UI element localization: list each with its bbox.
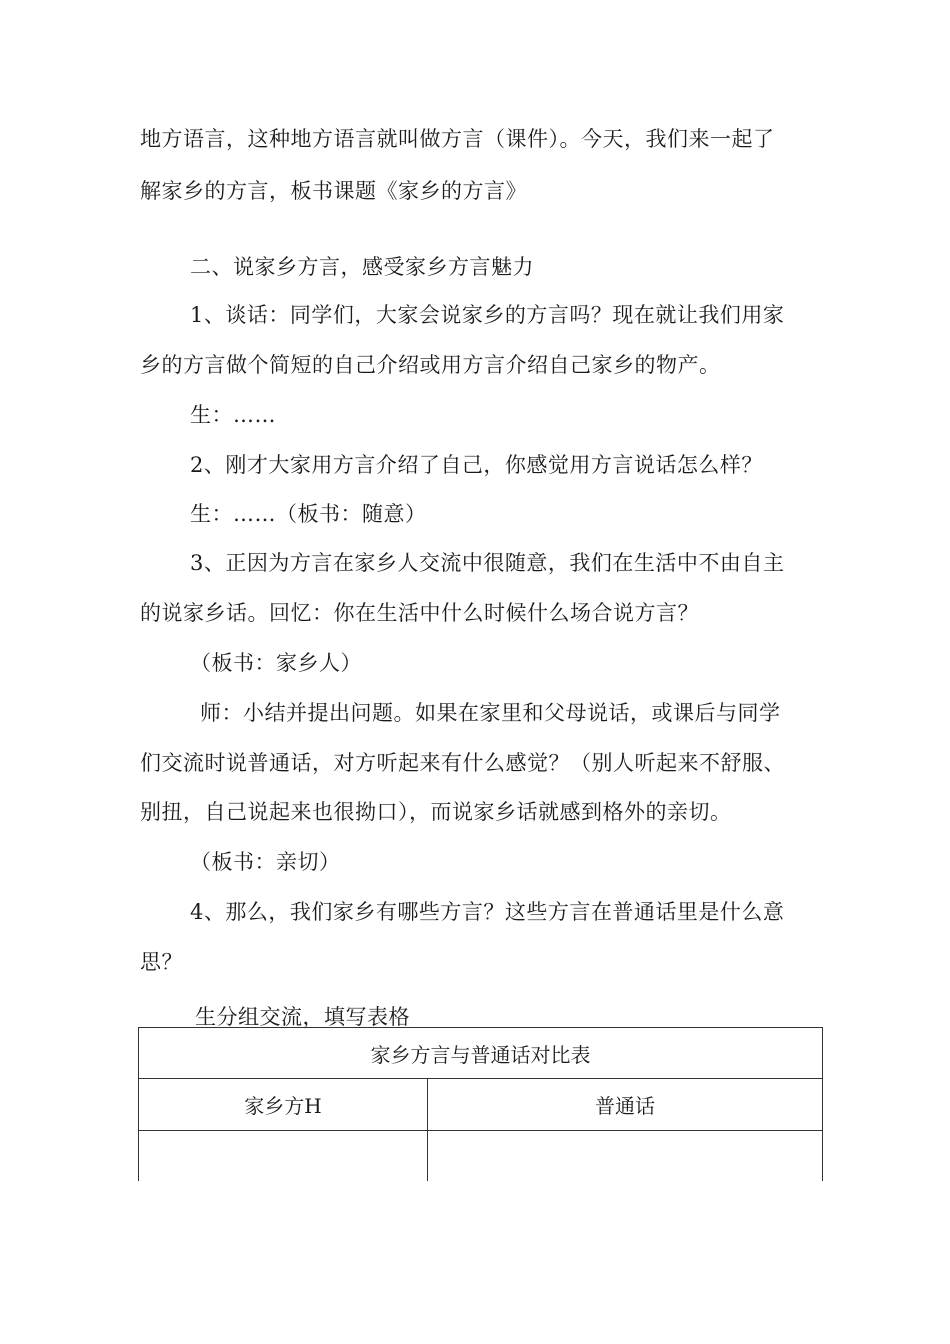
table-cell-empty bbox=[139, 1131, 428, 1181]
paragraph-line: 的说家乡话。回忆：你在生活中什么时候什么场合说方言？ bbox=[140, 601, 699, 625]
table-header-mandarin: 普通话 bbox=[595, 1094, 655, 1118]
section-heading: 二、说家乡方言，感受家乡方言魅力 bbox=[190, 255, 534, 279]
paragraph-line: 3、正因为方言在家乡人交流中很随意，我们在生活中不由自主 bbox=[190, 551, 785, 575]
paragraph-line: 乡的方言做个简短的自己介绍或用方言介绍自己家乡的物产。 bbox=[140, 353, 721, 377]
paragraph-line: 生：…… bbox=[190, 403, 276, 427]
paragraph-line: 1、谈话：同学们，大家会说家乡的方言吗？现在就让我们用家 bbox=[190, 303, 785, 327]
paragraph-line: （板书：家乡人） bbox=[190, 651, 362, 675]
table-header-row bbox=[139, 1079, 822, 1131]
table-header-dialect: 家乡方H bbox=[139, 1079, 428, 1130]
paragraph-line: 生分组交流，填写表格 bbox=[195, 1005, 410, 1029]
paragraph-line: 们交流时说普通话，对方听起来有什么感觉？（别人听起来不舒服、 bbox=[140, 751, 785, 775]
paragraph-line: 解家乡的方言，板书课题《家乡的方言》 bbox=[140, 179, 527, 203]
table-title: 家乡方言与普通话对比表 bbox=[139, 1028, 822, 1079]
paragraph-line: （板书：亲切） bbox=[190, 850, 341, 874]
paragraph-line: 师：小结并提出问题。如果在家里和父母说话，或课后与同学 bbox=[200, 701, 781, 725]
paragraph-line: 4、那么，我们家乡有哪些方言？这些方言在普通话里是什么意 bbox=[190, 900, 785, 924]
paragraph-line: 生：……（板书：随意） bbox=[190, 502, 427, 526]
table-row bbox=[139, 1131, 822, 1181]
paragraph-line: 思？ bbox=[140, 950, 183, 974]
paragraph-line: 2、刚才大家用方言介绍了自己，你感觉用方言说话怎么样？ bbox=[190, 453, 763, 477]
paragraph-line: 地方语言，这种地方语言就叫做方言（课件）。今天，我们来一起了 bbox=[140, 127, 775, 151]
paragraph-line: 别扭，自己说起来也很拗口），而说家乡话就感到格外的亲切。 bbox=[140, 800, 732, 824]
table-cell-empty bbox=[428, 1131, 822, 1181]
comparison-table bbox=[138, 1027, 823, 1181]
